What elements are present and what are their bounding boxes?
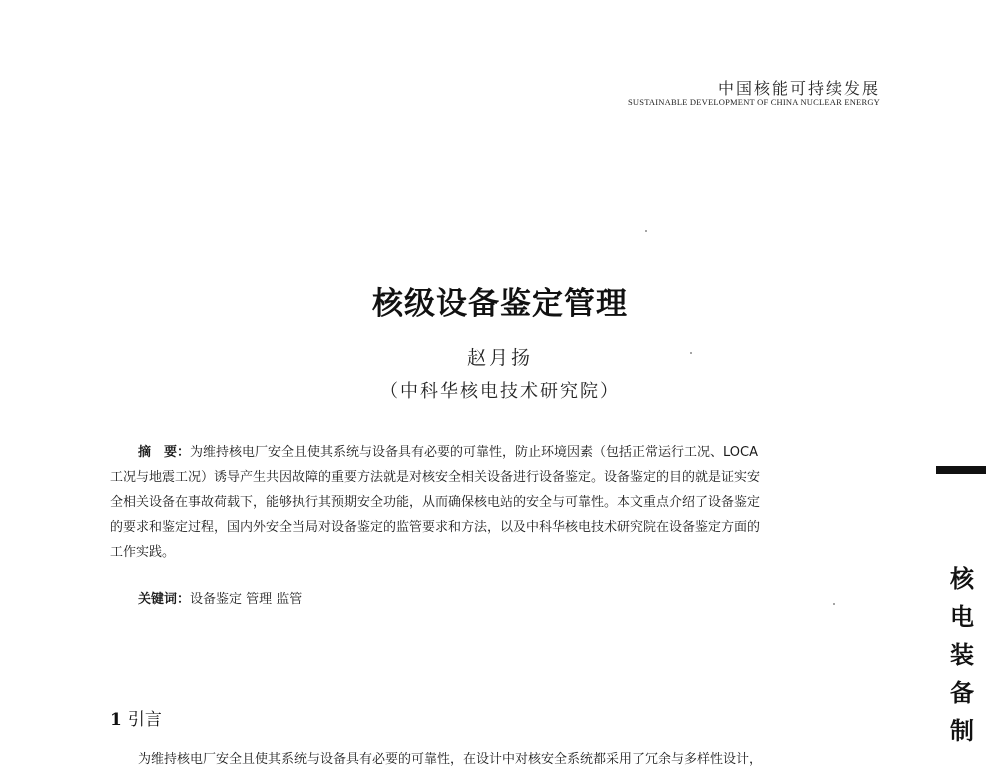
paper-affiliation: （中科华核电技术研究院）: [380, 381, 620, 402]
keywords-label: 关键词：: [138, 592, 191, 607]
side-tab-char: 制: [950, 716, 974, 745]
abstract-line: 工况与地震工况）诱导产生共因故障的重要方法就是对核安全相关设备进行设备鉴定。设备鉴定的目的就是证实安: [110, 470, 761, 485]
scan-speck: [833, 603, 835, 605]
side-tab-bar: [936, 466, 986, 474]
abstract-line: 全相关设备在事故荷载下，能够执行其预期安全功能，从而确保核电站的安全与可靠性。本文重点介绍了设备鉴定: [110, 495, 761, 510]
abstract: [110, 440, 880, 565]
scan-speck: [645, 230, 647, 232]
keywords: [138, 588, 302, 607]
side-tab-char: 电: [950, 602, 974, 631]
side-tab-char: 装: [950, 640, 974, 669]
side-tab-char: 核: [950, 564, 974, 593]
side-tab-char: 备: [950, 678, 974, 707]
paper-title: 核级设备鉴定管理: [372, 286, 628, 322]
abstract-line: [110, 440, 880, 465]
abstract-text: 为维持核电厂安全且使其系统与设备具有必要的可靠性，防止环境因素（包括正常运行工况、LOCA: [190, 445, 758, 460]
section-title: 引言: [127, 710, 162, 730]
section-number: 1: [110, 710, 122, 730]
section-heading: [110, 705, 162, 730]
journal-title-en: SUSTAINABLE DEVELOPMENT OF CHINA NUCLEAR ENERGY: [628, 97, 880, 107]
abstract-label: 摘 要：: [138, 445, 191, 460]
keywords-value: 设备鉴定 管理 监管: [190, 592, 303, 607]
paper-author: 赵月扬: [466, 347, 533, 369]
abstract-line: 工作实践。: [110, 545, 176, 560]
side-tab-label: [944, 560, 980, 750]
journal-title-cn: 中国核能可持续发展: [717, 79, 880, 98]
body-text-line: 为维持核电厂安全且使其系统与设备具有必要的可靠性，在设计中对核安全系统都采用了冗余与多样性设计，: [138, 752, 763, 767]
abstract-line: 的要求和鉴定过程，国内外安全当局对设备鉴定的监管要求和方法，以及中科华核电技术研究院在设备鉴定方面的: [110, 520, 761, 535]
scan-speck: [690, 352, 692, 354]
